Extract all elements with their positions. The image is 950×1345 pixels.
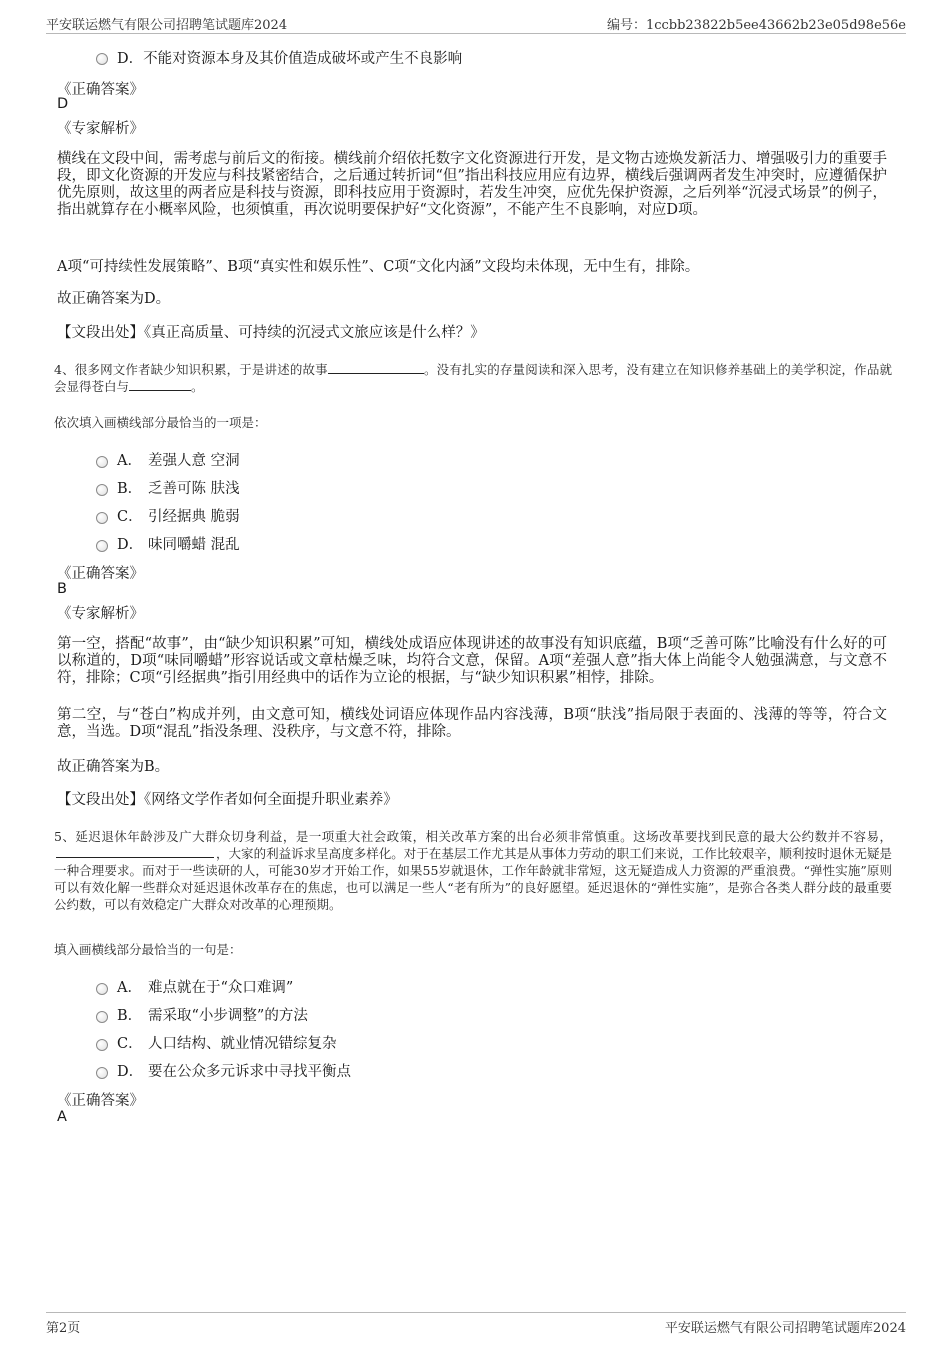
q5-answer-label: 《正确答案》	[57, 1093, 144, 1109]
q5-option-b	[117, 1004, 308, 1025]
radio-q4-option-a[interactable]	[96, 456, 108, 468]
q3-analysis-label: 《专家解析》	[57, 121, 144, 137]
q3-answer-label: 《正确答案》	[57, 82, 144, 98]
q3-source: 【文段出处】《真正高质量、可持续的沉浸式文旅应该是什么样？》	[57, 325, 485, 341]
q4-stem	[54, 361, 892, 395]
radio-q5-option-c[interactable]	[96, 1039, 108, 1051]
q4-answer: B	[57, 581, 67, 597]
radio-q5-option-a[interactable]	[96, 983, 108, 995]
q4-option-a	[117, 449, 240, 470]
q4-analysis-para-1: 第一空，搭配“故事”，由“缺少知识积累”可知，横线处成语应体现讲述的故事没有知识底蕴，B项“乏善可陈”比喻没有什么好的可以称道的，D项“味同嚼蜡”形容说话或文章枯燥乏味，均符合文意，保留。A项“差强人意”指大体上尚能令人勉强满意，与文意不符，排除；C项“引经据典”指引用经典中的话作为立论的根据，与“缺少知识积累”相悖，排除。	[57, 636, 887, 686]
q5-option-b-text: 需采取“小步调整”的方法	[148, 1008, 308, 1024]
q4-option-d-text: 味同嚼蜡 混乱	[148, 537, 240, 553]
q3-analysis-para-1: 横线在文段中间，需考虑与前后文的衔接。横线前介绍依托数字文化资源进行开发，是文物古迹焕发新活力、增强吸引力的重要手段，即文化资源的开发应与科技紧密结合，之后通过转折词“但”指出科技应用应有边界，横线后强调两者发生冲突时，应遵循保护优先原则，故这里的两者应是科技与资源，即科技应用于资源时，若发生冲突，应优先保护资源，之后列举“沉浸式场景”的例子，指出就算存在小概率风险，也须慎重，再次说明要保护好“文化资源”，不能产生不良影响，对应D项。	[57, 151, 887, 218]
q5-answer: A	[57, 1109, 67, 1125]
radio-q4-option-d[interactable]	[96, 540, 108, 552]
radio-q4-option-b[interactable]	[96, 484, 108, 496]
q4-answer-label: 《正确答案》	[57, 566, 144, 582]
header-code: 编号：1ccbb23822b5ee43662b23e05d98e56e	[606, 18, 906, 33]
q4-analysis-label: 《专家解析》	[57, 606, 144, 622]
q4-blank-2	[129, 379, 191, 391]
q4-stem-part3: 。	[191, 379, 204, 394]
q5-option-c-text: 人口结构、就业情况错综复杂	[148, 1036, 337, 1052]
q4-option-c-key: C．	[117, 509, 143, 525]
q5-option-a	[117, 976, 293, 997]
q5-option-c-key: C．	[117, 1036, 143, 1052]
q4-stem-part2: 。没有扎实的存量阅读和深入思考，没有建立在知识修养基础上的美学积淀，作品就会显得苍白与	[54, 362, 892, 394]
q4-option-b-text: 乏善可陈 肤浅	[148, 481, 240, 497]
q4-option-c	[117, 505, 240, 526]
radio-q3-option-d[interactable]	[96, 53, 108, 65]
q4-option-b-key: B．	[117, 481, 143, 497]
q5-option-c	[117, 1032, 337, 1053]
footer-page-number: 第2页	[46, 1321, 81, 1336]
q4-option-a-key: A．	[117, 453, 142, 469]
radio-q5-option-d[interactable]	[96, 1067, 108, 1079]
page-header	[46, 12, 906, 34]
q3-analysis-para-3: 故正确答案为D。	[57, 291, 171, 307]
q4-analysis-para-2: 第二空，与“苍白”构成并列，由文意可知，横线处词语应体现作品内容浅薄，B项“肤浅”指局限于表面的、浅薄的等等，符合文意，当选。D项“混乱”指没条理、没秩序，与文意不符，排除。	[57, 707, 887, 740]
page-footer	[46, 1312, 906, 1336]
radio-q5-option-b[interactable]	[96, 1011, 108, 1023]
q3-option-d-key: D．	[117, 51, 144, 67]
q5-stem-part2: ，大家的利益诉求呈高度多样化。对于在基层工作尤其是从事体力劳动的职工们来说，工作比较艰辛，顺利按时退休无疑是一种合理要求。而对于一些读研的人，可能30岁才开始工作，如果55岁就退休，工作年龄就非常短，这无疑造成人力资源的严重浪费。“弹性实施”原则可以有效化解一些群众对延迟退休改革存在的焦虑，也可以满足一些人“老有所为”的良好愿望。延迟退休的“弹性实施”，是弥合各类人群分歧的最重要公约数，可以有效稳定广大群众对改革的心理预期。	[54, 846, 892, 912]
q5-option-b-key: B．	[117, 1008, 143, 1024]
q5-option-d-text: 要在公众多元诉求中寻找平衡点	[148, 1064, 351, 1080]
q4-source: 【文段出处】《网络文学作者如何全面提升职业素养》	[57, 792, 398, 808]
q5-option-d	[117, 1060, 351, 1081]
q5-stem-part1: 5、延迟退休年龄涉及广大群众切身利益，是一项重大社会政策，相关改革方案的出台必须非常慎重。这场改革要找到民意的最大公约数并不容易，	[54, 829, 892, 844]
radio-q4-option-c[interactable]	[96, 512, 108, 524]
footer-title: 平安联运燃气有限公司招聘笔试题库2024	[664, 1321, 906, 1336]
q3-option-d	[117, 47, 462, 68]
q4-blank-1	[328, 362, 424, 374]
q4-stem-part1: 4、很多网文作者缺少知识积累，于是讲述的故事	[54, 362, 328, 377]
q4-option-a-text: 差强人意 空洞	[148, 453, 240, 469]
q3-analysis-para-2: A项“可持续性发展策略”、B项“真实性和娱乐性”、C项“文化内涵”文段均未体现，无中生有，排除。	[57, 259, 700, 275]
q4-option-d-key: D．	[117, 537, 144, 553]
q4-option-c-text: 引经据典 脆弱	[148, 509, 240, 525]
header-title: 平安联运燃气有限公司招聘笔试题库2024	[46, 18, 288, 33]
q3-answer: D	[57, 96, 69, 112]
q5-prompt: 填入画横线部分最恰当的一句是：	[54, 942, 242, 957]
q5-option-a-text: 难点就在于“众口难调”	[148, 980, 294, 996]
q3-option-d-text: 不能对资源本身及其价值造成破坏或产生不良影响	[143, 51, 463, 67]
q4-option-b	[117, 477, 240, 498]
q4-prompt: 依次填入画横线部分最恰当的一项是：	[54, 415, 267, 430]
q5-blank	[56, 846, 214, 858]
q4-option-d	[117, 533, 240, 554]
q5-stem	[54, 828, 892, 913]
q4-analysis-para-3: 故正确答案为B。	[57, 759, 170, 775]
q5-option-a-key: A．	[117, 980, 142, 996]
q5-option-d-key: D．	[117, 1064, 144, 1080]
